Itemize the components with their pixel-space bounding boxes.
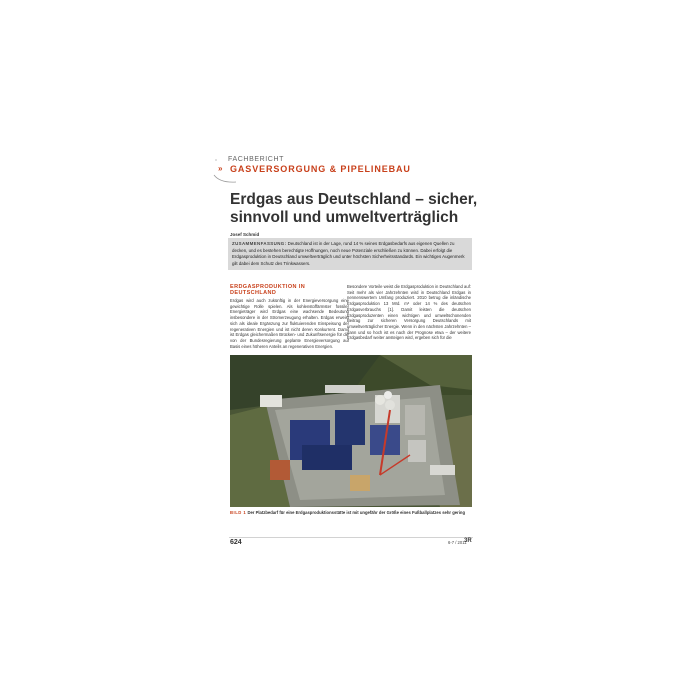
text-column-left [230,284,349,349]
body-paragraph-left: Erdgas wird auch zukünftig in der Energieversorgung eine gewichtige Rolle spielen. Als kohlenstoffärmster fossiler Energieträger wird Erdgas eine wachsende Bedeutung insbesondere in der Stromerzeugung erhalten. Erdgas erweist sich als ideale Ergänzung zur fluktuierenden Einspeisung der regenerativen Energien und ist nicht deren Konkurrent. Damit ist Erdgas gleichermaßen Brücken- und Zukunftsenergie für die von der Bundesregierung geplante Energieversorgung auf Basis eines höheren Anteils an regenerativen Energien. [230,298,349,349]
footer-divider [229,537,473,538]
section-arrow-icon: » [218,164,223,173]
kicker-label: FACHBERICHT [228,156,284,163]
abstract-box [228,238,472,270]
issue-label: 6-7 / 2011 [448,540,467,545]
abstract-paragraph [228,238,472,270]
section-heading: ERDGASPRODUKTION IN DEUTSCHLAND [230,284,306,296]
body-paragraph-right: Besondere Vorteile weist die Erdgasproduktion in Deutschland auf: Seit mehr als vier Jahrzehnten wird in Deutschland Erdgas in nennenswertem Umfang produziert. 2010 betrug die inländische Erdgasproduktion 13 Mrd. m³ oder 14 % des deutschen Erdgasverbrauchs [1]. Damit leisten die deutschen Erdgasproduzenten einen wichtigen und umweltschonenden Beitrag zur sicheren Versorgung Deutschlands mit umweltverträglicher Energie. Wenn in den nächsten Jahrzehnten – dann und so hoch ist es nach der Prognose etwa – der weitere Erdgasbedarf weiter ansteigen wird, ergeben sich für die [347,284,471,341]
section-header [210,155,490,185]
author-name: Josef Schmid [230,232,260,237]
figure-label: BILD 1 [230,510,247,515]
abstract-text: Deutschland ist in der Lage, rund 14 % seines Erdgasbedarfs aus eigenen Quellen zu decken, und es bestehen berechtigte Hoffnungen, noch neue Potenziale erschließen zu können. Dabei erfolgt die Erdgasproduktion in Deutschland umweltverträglich und unter höchsten Sicherheitsstandards. Ein wichtiges Augenmerk gilt dabei dem Schutz des Trinkwassers. [232,241,465,266]
abstract-lead: ZUSAMMENFASSUNG: [232,241,287,246]
text-column-right [347,284,471,341]
gas-production-site-image [230,355,472,507]
article-title: Erdgas aus Deutschland – sicher, sinnvoll und umweltverträglich [230,191,478,226]
page-number: 624 [230,539,242,546]
figure-caption [230,510,474,515]
magazine-logo: 3R [464,538,472,544]
section-title: GASVERSORGUNG & PIPELINEBAU [230,164,411,174]
aerial-photo [230,355,472,507]
figure-caption-text: Der Platzbedarf für eine Erdgasproduktionsstätte ist mit ungefähr der Größe eines Fußballplatzes sehr gering [247,510,465,515]
